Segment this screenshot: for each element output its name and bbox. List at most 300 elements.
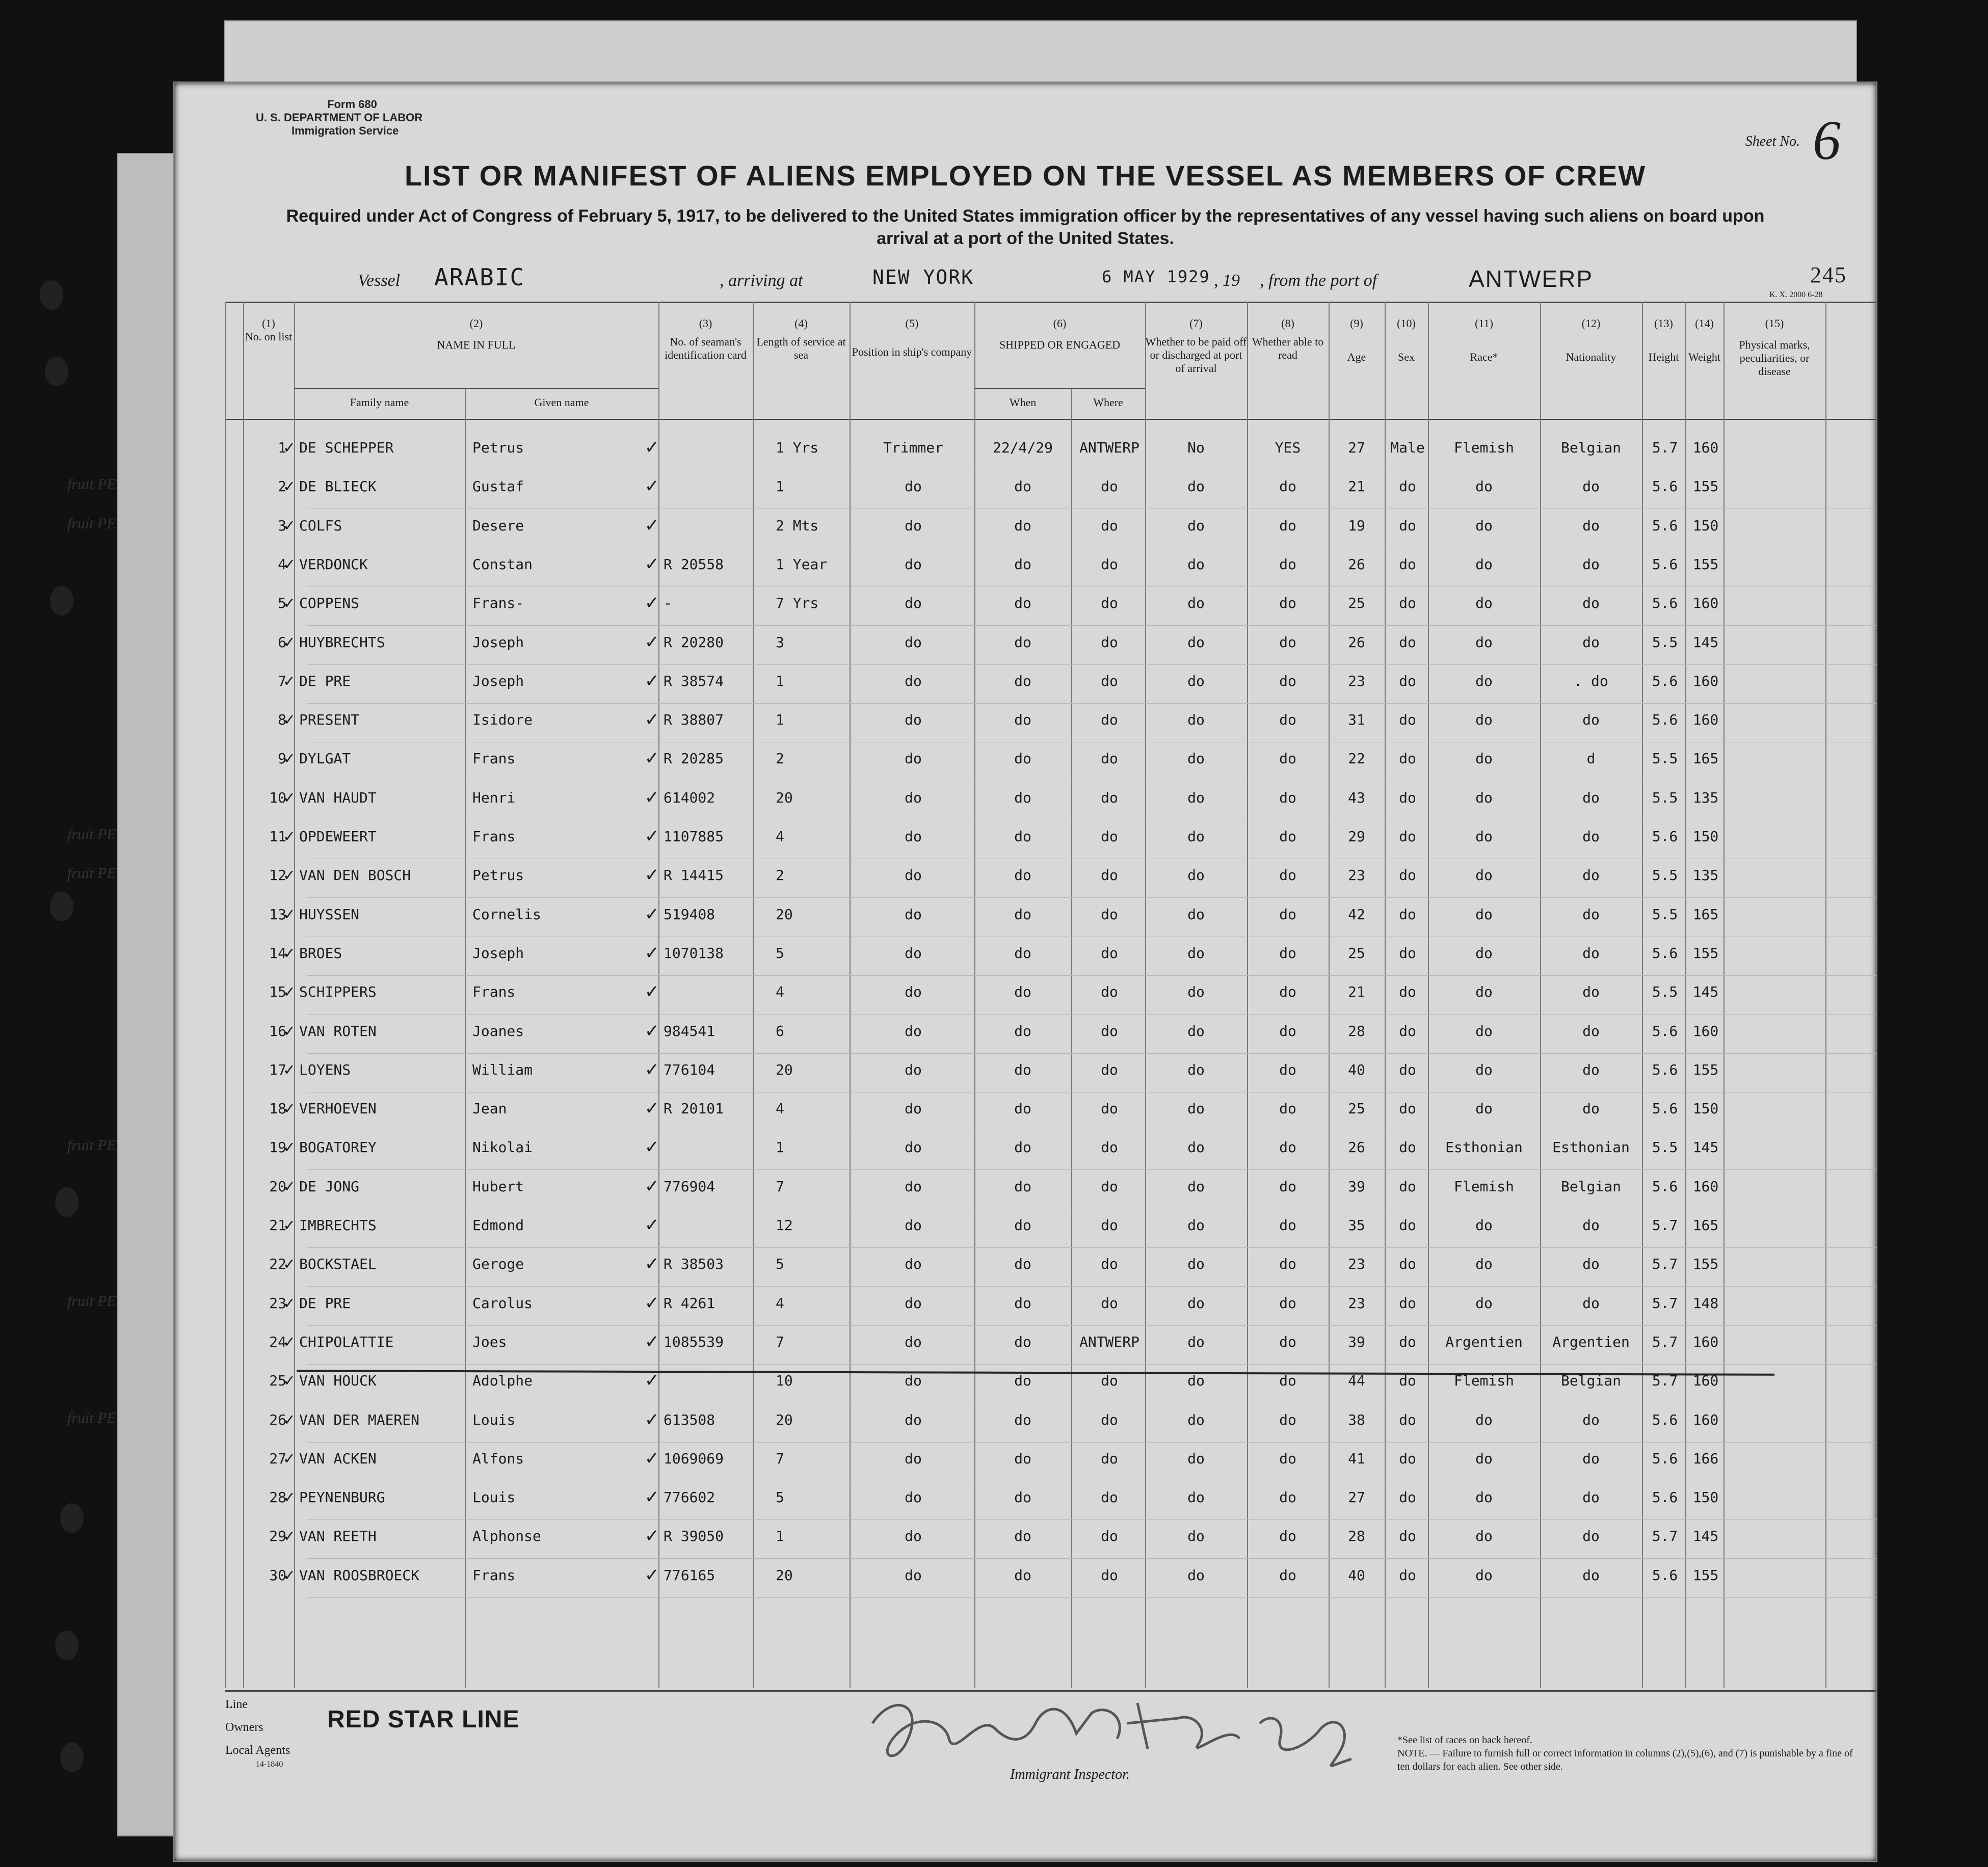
cell-given-name: Adolphe [472,1372,533,1390]
cell-row-number: 23 [269,1294,286,1312]
col9-header: (9) Age [1347,317,1366,363]
cell-row-number: 21 [269,1217,286,1234]
cell-seaman-card-number: R 38503 [664,1256,724,1273]
cell-sex: do [1399,555,1416,573]
cell-weight: 160 [1692,1333,1719,1350]
cell-given-name: Isidore [472,711,533,729]
checkmark-icon: ✓ [284,437,295,458]
cell-nationality: Belgian [1560,439,1621,456]
cell-position: do [905,983,922,1001]
checkmark-icon: ✓ [284,1331,295,1352]
row-rule [307,1519,1876,1520]
cell-shipped-where: do [1101,555,1118,573]
cell-position: do [905,1022,922,1039]
cell-race: do [1475,905,1493,923]
table-row [174,435,1876,478]
checkmark-icon: ✓ [646,1135,658,1159]
cell-race: Flemish [1453,1178,1514,1195]
cell-position: do [905,1333,922,1350]
cell-shipped-where: do [1101,1411,1118,1428]
cell-family-name: DE SCHEPPER [299,439,394,456]
local-agents-label: Local Agents [225,1744,290,1757]
cell-paid-off: do [1187,1061,1205,1078]
cell-row-number: 8 [278,711,286,729]
col1-header: (1) No. on list [245,317,293,343]
checkmark-icon: ✓ [646,591,658,615]
shipped-where-header: Where [1093,396,1123,409]
cell-family-name: BROES [299,944,342,962]
cell-weight: 160 [1692,672,1719,689]
form-code: K. X. 2000 6-28 [1769,290,1823,299]
departure-port: ANTWERP [1469,265,1593,292]
cell-shipped-where: do [1101,1139,1118,1156]
cell-seaman-card-number: 1085539 [664,1333,724,1350]
cell-sex: do [1399,1100,1416,1117]
vessel-label: Vessel [358,271,401,290]
cell-shipped-when: do [1014,1450,1031,1467]
checkmark-icon: ✓ [284,1059,295,1080]
cell-height: 5.5 [1652,789,1678,806]
cell-age: 21 [1348,478,1365,495]
cell-nationality: do [1582,1217,1600,1234]
cell-family-name: LOYENS [299,1061,351,1078]
cell-position: do [905,1294,922,1312]
checkmark-icon: ✓ [646,979,658,1003]
cell-able-to-read: do [1279,633,1296,651]
cell-seaman-card-number: 776165 [664,1566,715,1584]
cell-family-name: BOGATOREY [299,1139,377,1156]
manifest-sheet [67,82,1877,1862]
col4-header: (4) Length of service at sea [756,317,846,361]
checkmark-icon: ✓ [284,1564,295,1585]
cell-sex: do [1399,905,1416,923]
cell-able-to-read: do [1279,1139,1296,1156]
cell-paid-off: do [1187,1566,1205,1584]
cell-sex: do [1399,1256,1416,1273]
cell-service-length: 1 [776,1139,784,1156]
checkmark-icon: ✓ [284,748,295,769]
cell-seaman-card-number: 613508 [664,1411,715,1428]
table-row [174,707,1876,750]
cell-shipped-when: do [1014,828,1031,845]
table-row [67,863,1876,905]
cell-seaman-card-number: 1107885 [664,828,724,845]
cell-height: 5.7 [1652,1333,1678,1350]
checkmark-icon: ✓ [284,981,295,1002]
table-row [174,1329,1876,1372]
cell-weight: 160 [1692,1022,1719,1039]
cell-sex: do [1399,983,1416,1001]
cell-weight: 150 [1692,517,1719,534]
cell-family-name: DE BLIECK [299,478,377,495]
col6-header: (6) SHIPPED OR ENGAGED [999,317,1121,351]
cell-race: do [1475,672,1493,689]
cell-given-name: Joseph [472,944,524,962]
races-note: *See list of races on back hereof. [1397,1735,1532,1746]
cell-shipped-where: do [1101,1100,1118,1117]
cell-shipped-when: do [1014,1294,1031,1312]
cell-sex: do [1399,828,1416,845]
cell-race: do [1475,1294,1493,1312]
cell-sex: do [1399,1178,1416,1195]
cell-family-name: DYLGAT [299,750,351,767]
cell-race: Argentien [1445,1333,1523,1350]
cell-row-number: 18 [269,1100,286,1117]
col3-header: (3) No. of seaman's identification card [665,317,747,361]
cell-shipped-when: do [1014,1178,1031,1195]
cell-family-name: HUYSSEN [299,905,360,923]
cell-age: 28 [1348,1528,1365,1545]
cell-height: 5.5 [1652,867,1678,884]
checkmark-icon: ✓ [646,1213,658,1236]
checkmark-icon: ✓ [284,826,295,846]
checkmark-icon: ✓ [284,1370,295,1391]
row-rule [307,1597,1876,1598]
margin-note: fruit PE [67,865,116,882]
cell-sex: Male [1390,439,1425,456]
cell-age: 41 [1348,1450,1365,1467]
cell-sex: do [1399,944,1416,962]
cell-seaman-card-number: R 38574 [664,672,724,689]
checkmark-icon: ✓ [284,709,295,730]
cell-row-number: 3 [278,517,286,534]
cell-position: Trimmer [883,439,943,456]
row-rule [307,1558,1876,1559]
cell-position: do [905,672,922,689]
cell-paid-off: do [1187,905,1205,923]
cell-family-name: COLFS [299,517,342,534]
cell-sex: do [1399,789,1416,806]
cell-weight: 150 [1692,1100,1719,1117]
owners-label: Owners [225,1721,263,1734]
cell-race: do [1475,1450,1493,1467]
cell-nationality: d [1586,750,1596,767]
cell-paid-off: do [1187,1256,1205,1273]
footer-form-code: 14-1840 [256,1760,283,1769]
arrival-port: NEW YORK [872,266,974,288]
cell-service-length: 1 [776,711,784,729]
table-row [174,1018,1876,1061]
cell-shipped-when: 22/4/29 [992,439,1053,456]
cell-sex: do [1399,517,1416,534]
row-rule [307,586,1876,587]
cell-able-to-read: do [1279,1411,1296,1428]
arrival-date: 6 MAY 1929 [1102,267,1210,286]
cell-family-name: VAN DEN BOSCH [299,867,411,884]
cell-row-number: 4 [278,555,286,573]
cell-given-name: Cornelis [472,905,541,923]
cell-row-number: 30 [269,1566,286,1584]
cell-able-to-read: do [1279,1294,1296,1312]
cell-row-number: 11 [269,828,286,845]
cell-able-to-read: do [1279,944,1296,962]
cell-position: do [905,828,922,845]
cell-paid-off: do [1187,1528,1205,1545]
cell-sex: do [1399,595,1416,612]
cell-shipped-when: do [1014,517,1031,534]
cell-race: do [1475,1022,1493,1039]
checkmark-icon: ✓ [284,903,295,924]
cell-position: do [905,1256,922,1273]
cell-family-name: VAN ROOSBROECK [299,1566,420,1584]
cell-sex: do [1399,750,1416,767]
table-row [174,746,1876,789]
cell-family-name: COPPENS [299,595,360,612]
stamp-number: 245 [1810,262,1847,287]
cell-able-to-read: YES [1275,439,1301,456]
col15-header: (15) Physical marks, peculiarities, or disease [1739,317,1810,378]
checkmark-icon: ✓ [646,1407,658,1431]
cell-race: do [1475,828,1493,845]
cell-shipped-when: do [1014,867,1031,884]
vessel-name: ARABIC [434,263,525,291]
cell-race: do [1475,1100,1493,1117]
checkmark-icon: ✓ [646,1524,658,1548]
table-row [174,1057,1876,1100]
cell-sex: do [1399,1333,1416,1350]
cell-service-length: 20 [776,1411,793,1428]
cell-position: do [905,789,922,806]
cell-shipped-when: do [1014,1372,1031,1390]
cell-weight: 145 [1692,983,1719,1001]
cell-age: 26 [1348,555,1365,573]
cell-given-name: Frans- [472,595,524,612]
cell-position: do [905,478,922,495]
cell-age: 27 [1348,439,1365,456]
page-subtitle: Required under Act of Congress of February 5, 1917, to be delivered to the United States immigration officer by the representatives of any vessel having such aliens on board upon arrival at a port of the United States. [286,206,1765,248]
checkmark-icon: ✓ [284,631,295,652]
cell-height: 5.6 [1652,478,1678,495]
cell-row-number: 6 [278,633,286,651]
cell-nationality: do [1582,1450,1600,1467]
cell-race: do [1475,478,1493,495]
cell-age: 21 [1348,983,1365,1001]
cell-row-number: 24 [269,1333,286,1350]
cell-service-length: 20 [776,905,793,923]
cell-position: do [905,595,922,612]
checkmark-icon: ✓ [646,1251,658,1275]
cell-position: do [905,1100,922,1117]
cell-able-to-read: do [1279,1256,1296,1273]
cell-service-length: 5 [776,1256,784,1273]
cell-seaman-card-number: 984541 [664,1022,715,1039]
cell-age: 26 [1348,1139,1365,1156]
cell-able-to-read: do [1279,1333,1296,1350]
row-rule [307,1364,1876,1365]
cell-able-to-read: do [1279,1372,1296,1390]
cell-paid-off: do [1187,1139,1205,1156]
cell-weight: 155 [1692,944,1719,962]
cell-given-name: William [472,1061,533,1078]
cell-service-length: 20 [776,1061,793,1078]
cell-family-name: IMBRECHTS [299,1217,377,1234]
cell-able-to-read: do [1279,1061,1296,1078]
cell-shipped-where: do [1101,750,1118,767]
cell-service-length: 2 Mts [776,517,819,534]
cell-height: 5.6 [1652,1566,1678,1584]
cell-able-to-read: do [1279,983,1296,1001]
cell-able-to-read: do [1279,828,1296,845]
cell-height: 5.6 [1652,1100,1678,1117]
cell-race: do [1475,1061,1493,1078]
cell-row-number: 29 [269,1528,286,1545]
cell-shipped-when: do [1014,944,1031,962]
cell-row-number: 15 [269,983,286,1001]
cell-able-to-read: do [1279,1100,1296,1117]
checkmark-icon: ✓ [646,1057,658,1081]
row-rule [307,1286,1876,1287]
cell-weight: 165 [1692,750,1719,767]
cell-paid-off: do [1187,633,1205,651]
cell-paid-off: do [1187,828,1205,845]
col11-header: (11) Race* [1470,317,1498,363]
cell-shipped-when: do [1014,1061,1031,1078]
checkmark-icon: ✓ [646,1018,658,1042]
cell-race: do [1475,595,1493,612]
cell-given-name: Hubert [472,1178,524,1195]
cell-weight: 150 [1692,1489,1719,1506]
cell-family-name: OPDEWEERT [299,828,377,845]
cell-sex: do [1399,1489,1416,1506]
checkmark-icon: ✓ [646,1096,658,1120]
cell-nationality: Belgian [1560,1372,1621,1390]
cell-position: do [905,1217,922,1234]
cell-shipped-where: do [1101,672,1118,689]
cell-family-name: VAN HAUDT [299,789,377,806]
checkmark-icon: ✓ [284,1176,295,1196]
checkmark-icon: ✓ [646,1173,658,1197]
cell-height: 5.6 [1652,711,1678,729]
table-row [174,1251,1876,1294]
cell-given-name: Joanes [472,1022,524,1039]
cell-race: do [1475,789,1493,806]
cell-row-number: 12 [269,867,286,884]
cell-height: 5.6 [1652,1022,1678,1039]
cell-able-to-read: do [1279,1450,1296,1467]
cell-weight: 160 [1692,439,1719,456]
checkmark-icon: ✓ [284,1020,295,1041]
cell-age: 44 [1348,1372,1365,1390]
cell-given-name: Geroge [472,1256,524,1273]
cell-shipped-when: do [1014,595,1031,612]
cell-shipped-where: do [1101,595,1118,612]
cell-shipped-where: do [1101,1294,1118,1312]
cell-given-name: Petrus [472,439,524,456]
cell-age: 22 [1348,750,1365,767]
cell-shipped-when: do [1014,478,1031,495]
page-title: LIST OR MANIFEST OF ALIENS EMPLOYED ON THE VESSEL AS MEMBERS OF CREW [404,159,1647,192]
cell-service-length: 1 [776,1528,784,1545]
cell-able-to-read: do [1279,867,1296,884]
cell-nationality: do [1582,1411,1600,1428]
cell-age: 39 [1348,1178,1365,1195]
cell-row-number: 13 [269,905,286,923]
cell-able-to-read: do [1279,905,1296,923]
cell-nationality: do [1582,1294,1600,1312]
cell-able-to-read: do [1279,672,1296,689]
cell-weight: 155 [1692,555,1719,573]
cell-race: do [1475,944,1493,962]
cell-row-number: 10 [269,789,286,806]
cell-weight: 165 [1692,1217,1719,1234]
cell-weight: 166 [1692,1450,1719,1467]
cell-age: 40 [1348,1566,1365,1584]
cell-height: 5.5 [1652,633,1678,651]
checkmark-icon: ✓ [284,1409,295,1430]
cell-sex: do [1399,1372,1416,1390]
department: U. S. DEPARTMENT OF LABOR [256,111,423,124]
col5-header: (5) Position in ship's company [852,317,972,358]
cell-weight: 160 [1692,711,1719,729]
cell-height: 5.6 [1652,517,1678,534]
cell-race: Esthonian [1445,1139,1523,1156]
cell-paid-off: do [1187,1411,1205,1428]
cell-service-length: 6 [776,1022,784,1039]
cell-family-name: CHIPOLATTIE [299,1333,394,1350]
cell-shipped-where: do [1101,711,1118,729]
cell-family-name: DE PRE [299,672,351,689]
checkmark-icon: ✓ [646,629,658,653]
cell-paid-off: do [1187,517,1205,534]
cell-height: 5.6 [1652,828,1678,845]
cell-shipped-where: do [1101,1528,1118,1545]
table-row [174,1096,1876,1139]
cell-race: Flemish [1453,439,1514,456]
cell-given-name: Joes [472,1333,507,1350]
table-row [174,629,1876,673]
cell-shipped-when: do [1014,711,1031,729]
inspector-label: Immigrant Inspector. [1010,1767,1130,1782]
cell-given-name: Constan [472,555,533,573]
table-row [174,785,1876,828]
cell-age: 23 [1348,867,1365,884]
cell-shipped-where: do [1101,1450,1118,1467]
cell-row-number: 20 [269,1178,286,1195]
cell-shipped-where: do [1101,905,1118,923]
cell-age: 19 [1348,517,1365,534]
table-row [67,474,1876,517]
cell-race: do [1475,711,1493,729]
cell-shipped-when: do [1014,555,1031,573]
cell-seaman-card-number: 519408 [664,905,715,923]
cell-weight: 155 [1692,1566,1719,1584]
cell-height: 5.6 [1652,555,1678,573]
cell-seaman-card-number: 1069069 [664,1450,724,1467]
cell-nationality: Argentien [1552,1333,1630,1350]
cell-shipped-where: do [1101,1217,1118,1234]
cell-given-name: Alfons [472,1450,524,1467]
cell-given-name: Joseph [472,633,524,651]
service-name: Immigration Service [291,124,399,137]
row-rule [307,625,1876,626]
cell-paid-off: do [1187,595,1205,612]
cell-position: do [905,633,922,651]
cell-age: 25 [1348,595,1365,612]
table-row [67,1407,1876,1450]
cell-height: 5.7 [1652,1217,1678,1234]
checkmark-icon: ✓ [646,901,658,925]
cell-given-name: Carolus [472,1294,533,1312]
margin-note: fruit PE [67,1292,116,1310]
col8-header: (8) Whether able to read [1252,317,1324,361]
cell-position: do [905,1178,922,1195]
cell-row-number: 14 [269,944,286,962]
cell-sex: do [1399,711,1416,729]
year-label: , 19 [1214,271,1240,290]
cell-height: 5.7 [1652,1256,1678,1273]
cell-service-length: 4 [776,828,784,845]
cell-nationality: do [1582,633,1600,651]
